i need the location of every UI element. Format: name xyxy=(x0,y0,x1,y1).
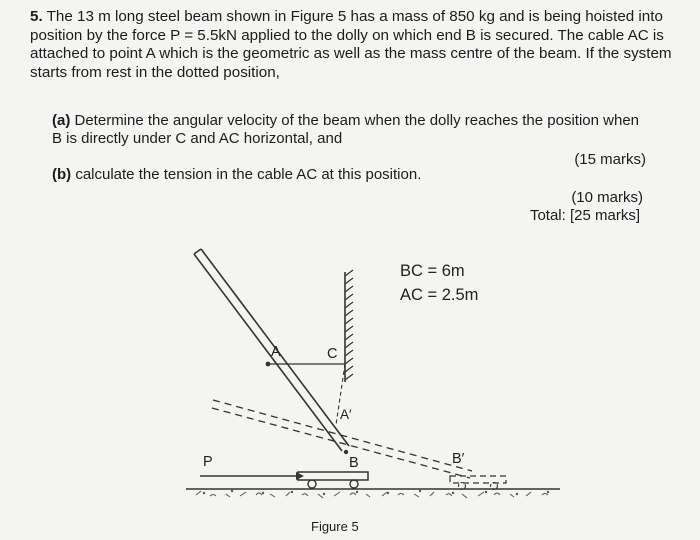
label-b: B xyxy=(349,455,359,471)
given-ac: AC = 2.5m xyxy=(400,286,479,304)
ground-hatch xyxy=(196,491,548,498)
point-b xyxy=(344,450,348,454)
part-b-text: calculate the tension in the cable AC at this position. xyxy=(71,166,422,183)
total-value: [25 marks] xyxy=(565,207,640,224)
question-number: 5. xyxy=(30,8,43,25)
part-a-label: (a) xyxy=(52,112,71,129)
point-a xyxy=(266,362,271,367)
question-body: The 13 m long steel beam shown in Figure 5 has a mass of 850 kg and is being hoisted into position by the force P = 5.5kN applied to the dolly on which end B is secured. The cable AC is attached to point A which is the geometric as well as the mass centre of the beam. If the system starts from rest in the dotted position, xyxy=(30,8,672,81)
label-c: C xyxy=(327,346,338,362)
part-b-label: (b) xyxy=(52,166,72,183)
figure-caption: Figure 5 xyxy=(311,519,359,534)
label-b-prime: B′ xyxy=(452,451,465,467)
wall-hatch xyxy=(345,270,353,380)
support-wall xyxy=(345,270,353,382)
dolly-wheel-left xyxy=(308,480,316,488)
part-a-text: Determine the angular velocity of the beam when the dolly reaches the position when B is directly under C and AC horizontal, and xyxy=(52,112,640,147)
ground-dots xyxy=(203,490,549,495)
label-a: A xyxy=(271,344,281,360)
force-p-arrow xyxy=(200,472,304,480)
part-b-marks: (10 marks) xyxy=(571,189,643,206)
dolly-initial xyxy=(450,476,506,483)
total-label: Total: xyxy=(529,207,566,224)
dolly-wheel-right xyxy=(350,480,358,488)
label-p: P xyxy=(203,454,213,470)
ground xyxy=(186,489,560,498)
part-a-marks: (15 marks) xyxy=(574,151,646,168)
label-a-prime: A′ xyxy=(340,407,352,422)
given-bc: BC = 6m xyxy=(400,262,465,280)
